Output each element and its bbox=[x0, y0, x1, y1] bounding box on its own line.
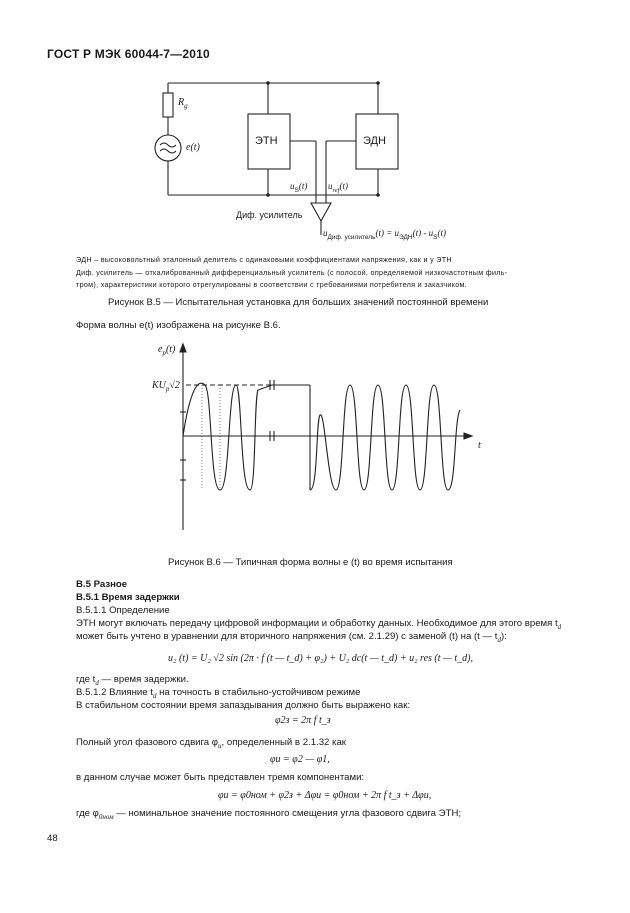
note-diff-amp-cont: тром), характеристики которого отрегулированы в соответствии с требованиями потребителя и заказчиком. bbox=[76, 280, 468, 289]
note-edn: ЭДН – высоковольтный эталонный делитель с одинаковыми коэффициентами напряжения, как и у ЭТН bbox=[76, 255, 452, 264]
figure-b6-waveform bbox=[150, 340, 490, 540]
x-axis-label: t bbox=[478, 440, 481, 451]
level-label: $KU_p√2$ bbox=[152, 380, 180, 393]
where-td: где $t_d$ — время задержки. bbox=[76, 674, 189, 687]
label-rg: $R_g$ bbox=[178, 97, 188, 110]
label-source: e(t) bbox=[186, 142, 200, 153]
diff-amplifier bbox=[311, 203, 331, 221]
ac-source bbox=[155, 135, 181, 161]
intro-b6: Форма волны e(t) изображена на рисунке В.6. bbox=[76, 320, 281, 331]
sine-icon bbox=[160, 143, 176, 153]
page-number: 48 bbox=[47, 833, 58, 844]
section-b512-title: В.5.1.2 Влияние $t_d$ на точность в стабильно-устойчивом режиме bbox=[76, 687, 361, 700]
caption-b5: Рисунок В.5 — Испытательная установка для больших значений постоянной времени bbox=[108, 297, 489, 308]
note-diff-amp: Диф. усилитель — откалиброванный дифференциальный усилитель (с полосой, определяемой низкочастотным филь- bbox=[76, 268, 508, 277]
where-phi0: где $\varphi_{0ном}$ — номинальное значение постоянного смещения угла фазового сдвига ЭТН; bbox=[76, 808, 462, 821]
section-b51-title: В.5.1 Время задержки bbox=[76, 592, 180, 603]
section-b5-title: В.5 Разное bbox=[76, 579, 128, 590]
edn-label: ЭДН bbox=[363, 135, 386, 147]
paragraph-2: может быть учтено в уравнении для вторичного напряжения (см. 2.1.29) с заменой (t) на (t — $t_d$): bbox=[76, 631, 507, 644]
label-us: $u_S(t)$ bbox=[290, 181, 308, 194]
label-uref: $u_{ref}(t)$ bbox=[328, 181, 348, 194]
formula-phase-shift: φu = φ2 — φ1, bbox=[270, 754, 330, 765]
label-output-formula: $u_{Диф. усилитель}(t) = u_{ЭДН}(t) - u_S(t)$ bbox=[323, 228, 446, 241]
resistor-rg bbox=[163, 93, 173, 117]
paragraph-4: Полный угол фазового сдвига $\varphi_u$, определенный в 2.1.32 как bbox=[76, 737, 346, 750]
y-axis-label: $e_p(t)$ bbox=[158, 344, 176, 357]
etn-label: ЭТН bbox=[255, 135, 278, 147]
formula-secondary-voltage: u₂ (t) = U₂ √2 sin (2π · f (t — t_d) + φ₂) + U₂ dc(t — t_d) + u₂ res (t — t_d), bbox=[168, 653, 474, 664]
document-header: ГОСТ Р МЭК 60044-7—2010 bbox=[47, 47, 210, 61]
formula-delay-phase: φ2з = 2π f t_з bbox=[275, 715, 331, 726]
paragraph-3: В стабильном состоянии время запаздывания должно быть выражено как: bbox=[76, 700, 411, 711]
formula-phase-components: φu = φ0ном + φ2з + Δφu = φ0ном + 2π f t_з + Δφu, bbox=[218, 790, 432, 801]
label-diff-amp: Диф. усилитель bbox=[236, 210, 303, 220]
paragraph-5: в данном случае может быть представлен тремя компонентами: bbox=[76, 772, 365, 783]
caption-b6: Рисунок В.6 — Типичная форма волны e (t) во время испытания bbox=[168, 557, 453, 568]
section-b511-title: В.5.1.1 Определение bbox=[76, 605, 170, 616]
paragraph-1: ЭТН могут включать передачу цифровой информации и обработку данных. Необходимое для этого время $t_d$ bbox=[76, 618, 562, 631]
